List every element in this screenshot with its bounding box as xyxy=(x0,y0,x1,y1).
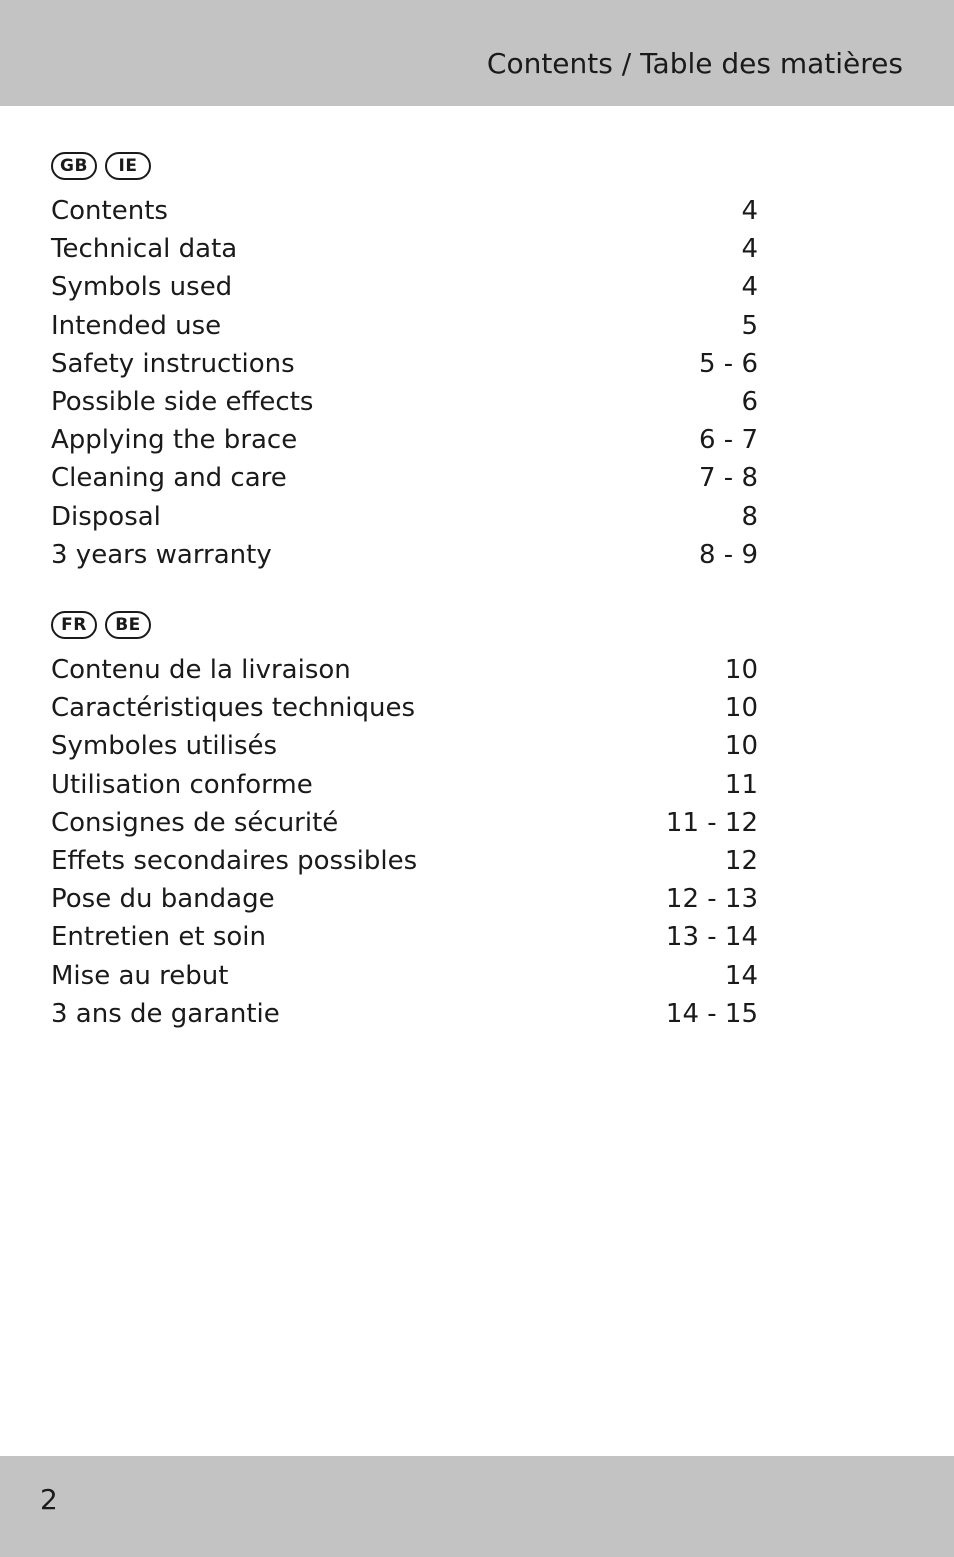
toc-entry xyxy=(51,192,758,230)
toc-entry-label: Disposal xyxy=(51,501,161,532)
toc-entry-label: Contents xyxy=(51,196,168,226)
toc-entry xyxy=(51,957,758,995)
toc-entry xyxy=(51,498,758,536)
toc-entry-label: Mise au rebut xyxy=(51,960,229,991)
toc-entry xyxy=(51,383,758,421)
toc-entry-pages: 13 - 14 xyxy=(665,922,758,953)
toc-entry-label: Utilisation conforme xyxy=(51,769,313,800)
toc-entry-label: Technical data xyxy=(51,234,238,265)
toc-section-gb-ie xyxy=(51,150,758,574)
toc-entry xyxy=(51,804,758,842)
language-badges xyxy=(51,150,758,182)
toc-entry xyxy=(51,766,758,804)
language-badge-be: BE xyxy=(105,611,151,639)
page-number: 2 xyxy=(40,1483,58,1516)
toc-entry xyxy=(51,689,758,727)
language-badge-ie: IE xyxy=(105,152,151,180)
toc-entry-pages: 12 xyxy=(724,845,758,876)
toc-entry xyxy=(51,918,758,956)
toc-entry xyxy=(51,995,758,1033)
language-badge-fr: FR xyxy=(51,611,97,639)
toc-entry xyxy=(51,307,758,345)
toc-entry-label: Consignes de sécurité xyxy=(51,807,339,838)
toc-entry xyxy=(51,268,758,306)
toc-entry-pages: 5 - 6 xyxy=(699,348,758,379)
toc-entry-pages: 6 xyxy=(741,386,758,417)
header-band xyxy=(0,0,954,106)
toc-entry-label: Cleaning and care xyxy=(51,463,287,494)
toc-entry-label: Pose du bandage xyxy=(51,884,275,915)
toc-entry-label: 3 years warranty xyxy=(51,539,272,570)
toc-entry-pages: 10 xyxy=(724,693,758,724)
toc-entry-pages: 7 - 8 xyxy=(699,463,758,494)
toc-entry-label: Applying the brace xyxy=(51,425,298,456)
toc-entry-label: Symboles utilisés xyxy=(51,731,278,762)
language-badges xyxy=(51,609,758,641)
toc-entry xyxy=(51,345,758,383)
toc-entry-pages: 14 - 15 xyxy=(665,998,758,1029)
toc-entry xyxy=(51,880,758,918)
toc-entry-label: Possible side effects xyxy=(51,386,314,417)
toc-entry-pages: 4 xyxy=(741,272,758,303)
toc-list xyxy=(51,192,758,574)
toc-entry-pages: 11 - 12 xyxy=(665,807,758,838)
toc-entry-label: 3 ans de garantie xyxy=(51,998,280,1029)
toc-entry xyxy=(51,459,758,497)
toc-entry-label: Symbols used xyxy=(51,272,233,303)
toc-entry xyxy=(51,421,758,459)
toc-entry xyxy=(51,727,758,765)
toc-entry-pages: 14 xyxy=(724,960,758,991)
page-title: Contents / Table des matières xyxy=(486,47,903,80)
toc-entry xyxy=(51,230,758,268)
toc-entry-label: Entretien et soin xyxy=(51,922,266,953)
toc-entry-pages: 4 xyxy=(741,234,758,265)
toc-entry xyxy=(51,651,758,689)
toc-entry-label: Intended use xyxy=(51,310,222,341)
toc-entry-pages: 10 xyxy=(724,731,758,762)
footer-band xyxy=(0,1456,954,1557)
toc-entry-label: Effets secondaires possibles xyxy=(51,845,418,876)
toc-entry-label: Contenu de la livraison xyxy=(51,655,351,685)
toc-entry xyxy=(51,842,758,880)
toc-entry-pages: 6 - 7 xyxy=(699,425,758,456)
toc-entry-pages: 11 xyxy=(724,769,758,800)
toc-entry xyxy=(51,536,758,574)
toc-entry-pages: 5 xyxy=(741,310,758,341)
toc-entry-pages: 8 xyxy=(741,501,758,532)
toc-entry-pages: 8 - 9 xyxy=(699,539,758,570)
toc-entry-label: Caractéristiques techniques xyxy=(51,693,416,724)
toc-entry-label: Safety instructions xyxy=(51,348,295,379)
language-badge-gb: GB xyxy=(51,152,97,180)
toc-entry-pages: 10 xyxy=(724,655,758,685)
toc-section-fr-be xyxy=(51,609,758,1033)
toc-entry-pages: 12 - 13 xyxy=(665,884,758,915)
toc-list xyxy=(51,651,758,1033)
toc-entry-pages: 4 xyxy=(741,196,758,226)
